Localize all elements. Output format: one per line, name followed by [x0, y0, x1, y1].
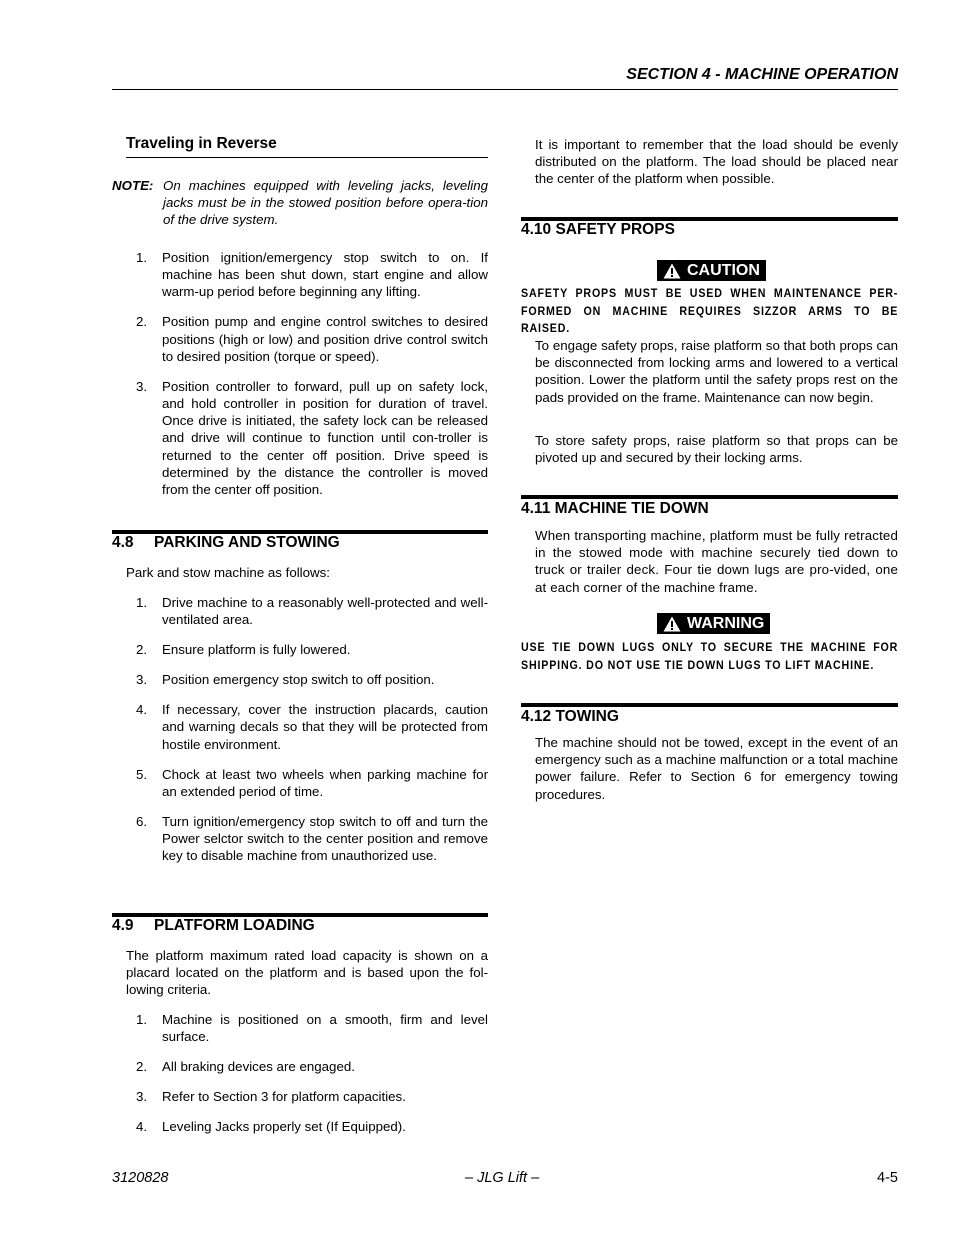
loading-steps-list: [126, 1011, 488, 1148]
props-paragraph-engage: To engage safety props, raise platform so that both props can be disconnected from locking arms and lowered to a vertical position. Lower the platform until the safety props rest on the pads provided on the frame. Maintenance can now begin.: [535, 338, 898, 405]
list-item: 4. If necessary, cover the instruction placards, caution and warning decals so that they will be protected from hostile environment.: [136, 702, 488, 752]
list-item: 1. Position ignition/emergency stop switch to on. If machine has been shut down, start engine and allow warm-up period before beginning any lifting.: [136, 250, 488, 300]
list-item-text: Turn ignition/emergency stop switch to off and turn the Power selctor switch to the center position and remove key to disable machine from unauthorized use.: [162, 813, 488, 864]
props-paragraph-store: To store safety props, raise platform so that props can be pivoted up and secured by their locking arms.: [535, 433, 898, 466]
list-item-text: Position ignition/emergency stop switch to on. If machine has been shut down, start engine and allow warm-up period before beginning any lifting.: [162, 250, 488, 300]
header-rule: [112, 89, 898, 90]
section-rule-4-11: [521, 495, 898, 499]
note-block: [112, 177, 488, 229]
parking-steps-list: [126, 594, 488, 877]
list-item-text: If necessary, cover the instruction placards, caution and warning decals so that they will be protected from hostile environment.: [162, 702, 488, 752]
list-item-text: Position emergency stop switch to off position.: [162, 672, 435, 688]
section-title-machine-tie-down: 4.11 MACHINE TIE DOWN: [521, 500, 709, 517]
loading-intro: The platform maximum rated load capacity is shown on a placard located on the platform and is based upon the fol-lowing criteria.: [126, 948, 488, 998]
list-item: 5. Chock at least two wheels when parking machine for an extended period of time.: [136, 766, 488, 799]
warning-triangle-icon: [663, 616, 681, 632]
warning-badge-label: WARNING: [687, 614, 765, 632]
warning-triangle-icon: [663, 263, 681, 279]
reverse-steps-list: [126, 249, 488, 511]
section-title-parking: [112, 534, 340, 552]
subsection-rule: [126, 157, 488, 158]
parking-intro: Park and stow machine as follows:: [126, 565, 330, 580]
list-item: 3. Refer to Section 3 for platform capacities.: [136, 1089, 406, 1105]
towing-paragraph: The machine should not be towed, except in the event of an emergency such as a machine malfunction or a total machine power failure. Refer to Section 6 for emergency towing procedures.: [535, 735, 898, 802]
caution-badge-label: CAUTION: [687, 261, 760, 279]
subsection-title-traveling-reverse: Traveling in Reverse: [126, 135, 277, 152]
caution-badge: [657, 260, 766, 281]
list-item-text: Drive machine to a reasonably well-protected and well-ventilated area.: [162, 595, 488, 628]
list-item: 3. Position controller to forward, pull up on safety lock, and hold controller in position for duration of travel. Once drive is initiated, the safety lock can be released and drive will continue to function until con-troller is returned to the center off position. Drive speed is determined by the distance the controller is moved from the center off position.: [136, 378, 488, 498]
section-title-text: PLATFORM LOADING: [154, 917, 315, 934]
list-item: 2. All braking devices are engaged.: [136, 1059, 355, 1075]
page-header-title: SECTION 4 - MACHINE OPERATION: [626, 66, 898, 83]
list-item-text: Refer to Section 3 for platform capacities.: [162, 1089, 406, 1105]
list-item: 2. Ensure platform is fully lowered.: [136, 642, 351, 658]
note-text: On machines equipped with leveling jacks, leveling jacks must be in the stowed position before opera-tion of the drive system.: [163, 178, 488, 228]
footer-document-number: 3120828: [112, 1170, 169, 1186]
warning-text: USE TIE DOWN LUGS ONLY TO SECURE THE MACHINE FOR SHIPPING. DO NOT USE TIE DOWN LUGS TO LIFT MACHINE.: [521, 641, 899, 672]
footer-brand: – JLG Lift –: [465, 1170, 540, 1186]
list-item-text: Ensure platform is fully lowered.: [162, 642, 351, 658]
section-number: 4.9: [112, 917, 134, 934]
list-item-text: Chock at least two wheels when parking machine for an extended period of time.: [162, 766, 488, 799]
list-item-text: Leveling Jacks properly set (If Equipped).: [162, 1119, 406, 1135]
section-number: 4.8: [112, 534, 134, 551]
section-title-text: PARKING AND STOWING: [154, 534, 340, 551]
list-item: 4. Leveling Jacks properly set (If Equipped).: [136, 1119, 406, 1135]
section-title-towing: 4.12 TOWING: [521, 708, 619, 725]
note-label: NOTE:: [112, 178, 154, 193]
list-item-text: Position controller to forward, pull up on safety lock, and hold controller in position for duration of travel. Once drive is initiated, the safety lock can be released and drive will continue to function until con-troller is returned to the center off position. Drive speed is determined by the distance the controller is moved from the center off position.: [162, 378, 488, 498]
tie-down-paragraph: When transporting machine, platform must be fully retracted in the stowed mode with machine securely tied down to truck or trailer deck. Four tie down lugs are pro-vided, one at each corner of the machine frame.: [535, 528, 898, 595]
list-item: 1. Machine is positioned on a smooth, firm and level surface.: [136, 1012, 488, 1045]
section-title-safety-props: 4.10 SAFETY PROPS: [521, 221, 675, 238]
list-item-text: Position pump and engine control switches to desired positions (high or low) and position drive control switch to desired position (torque or speed).: [162, 314, 488, 364]
caution-text: SAFETY PROPS MUST BE USED WHEN MAINTENANCE PER-FORMED ON MACHINE REQUIRES SIZZOR ARMS TO BE RAISED.: [521, 287, 899, 335]
section-title-platform-loading: [112, 917, 315, 935]
list-item: 3. Position emergency stop switch to off position.: [136, 672, 435, 688]
list-item: 2. Position pump and engine control switches to desired positions (high or low) and position drive control switch to desired position (torque or speed).: [136, 314, 488, 364]
list-item-text: All braking devices are engaged.: [162, 1059, 355, 1075]
footer-page-number: 4-5: [877, 1170, 898, 1186]
list-item: 6. Turn ignition/emergency stop switch to off and turn the Power selctor switch to the center position and remove key to disable machine from unauthorized use.: [136, 813, 488, 864]
warning-badge: [657, 613, 770, 634]
list-item-text: Machine is positioned on a smooth, firm and level surface.: [162, 1012, 488, 1045]
list-item: 1. Drive machine to a reasonably well-protected and well-ventilated area.: [136, 595, 488, 628]
section-rule-4-12: [521, 703, 898, 707]
load-distribution-paragraph: It is important to remember that the load should be evenly distributed on the platform. The load should be placed near the center of the platform when possible.: [535, 137, 898, 187]
